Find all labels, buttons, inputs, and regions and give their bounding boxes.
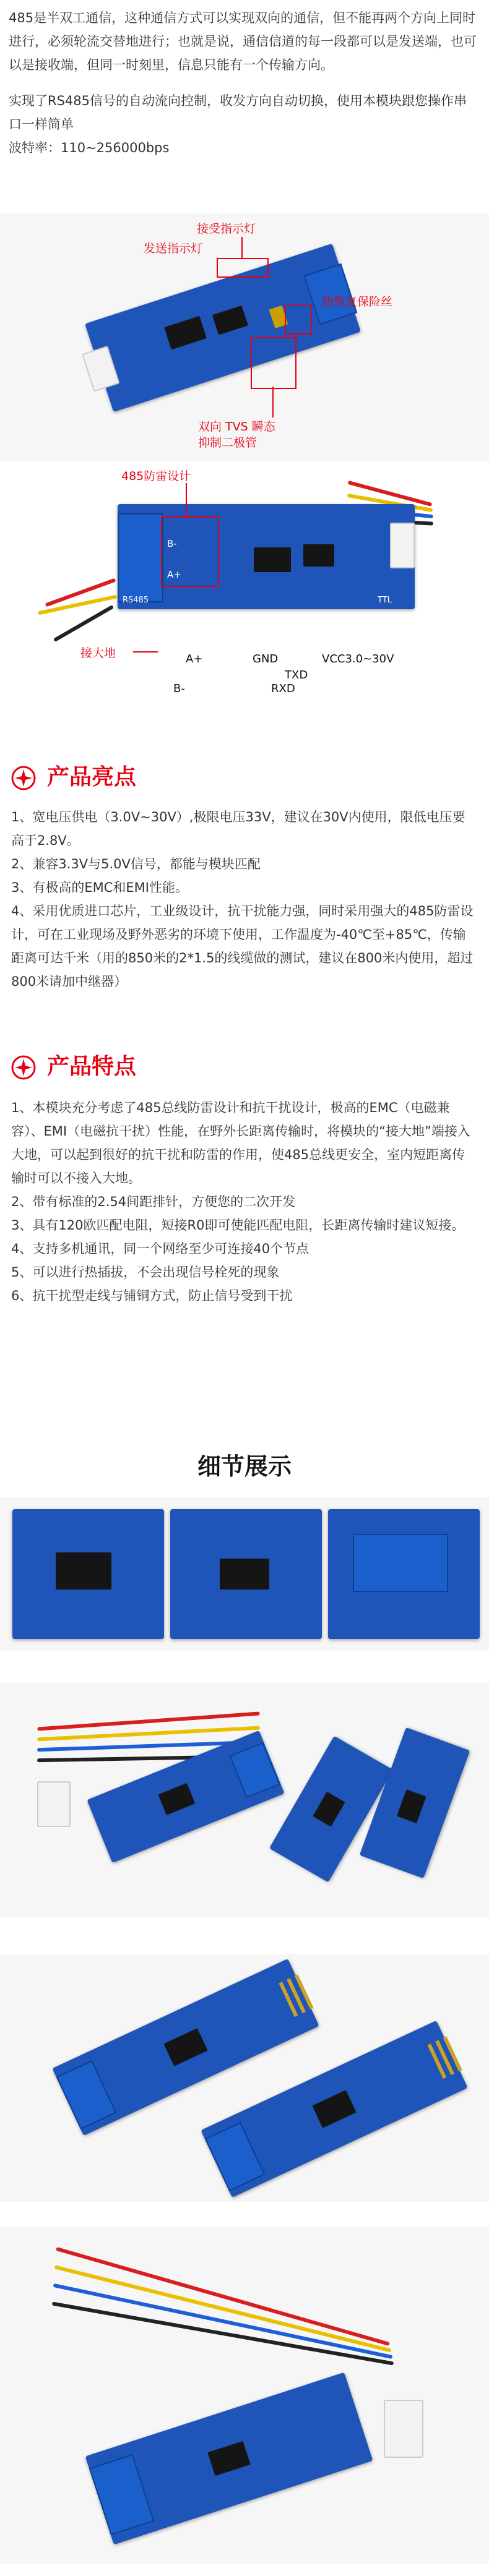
lightning-highlight-box xyxy=(161,516,219,587)
rxd-label: RXD xyxy=(271,682,295,695)
ic-chip xyxy=(254,547,291,572)
pointer-line xyxy=(186,483,187,516)
tvs-highlight-box xyxy=(251,337,296,389)
ic-chip xyxy=(158,1783,195,1815)
ic-chip xyxy=(207,2441,250,2476)
screw-terminal xyxy=(205,2122,266,2191)
highlights-list xyxy=(11,805,477,993)
list-item: 4、采用优质进口芯片，工业级设计，抗干扰能力强，同时采用强大的485防雷设计，可在工业现场及野外恶劣的环境下使用，工作温度为-40℃至+85℃，传输距离可达千米（用的850米的2*1.5的线缆做的测试，建议在800米内使用，超过800米请加中继器） xyxy=(11,904,474,989)
product-photo-pinout xyxy=(0,467,489,730)
ic-chip xyxy=(212,306,248,335)
led-highlight-box xyxy=(217,258,269,278)
ground-label: 接大地 xyxy=(80,646,116,660)
cross-star-icon xyxy=(11,1055,36,1080)
list-item: 1、本模块充分考虑了485总线防雷设计和抗干扰设计，极高的EMC（电磁兼容）、EMI（电磁抗干扰）性能，在野外长距离传输时，将模块的“接大地”端接入大地，可以起到很好的抗干扰和防雷的作用，使485总线更安全，室内短距离传输时可以不接入大地。 xyxy=(11,1100,470,1186)
detail-photo-wired-board xyxy=(0,2227,489,2564)
intro-baud-rate: 波特率：110~256000bps xyxy=(9,140,170,155)
product-photo-annotated xyxy=(0,213,489,461)
ic-chip xyxy=(163,2028,207,2066)
list-item: 6、抗干扰型走线与铺铜方式，防止信号受到干扰 xyxy=(11,1288,293,1303)
silk-rs485: RS485 xyxy=(123,596,149,605)
list-item: 3、具有120欧匹配电阻，短接R0即可使能匹配电阻，长距离传输时建议短接。 xyxy=(11,1218,465,1233)
screw-terminal xyxy=(118,513,163,602)
header-connector xyxy=(384,2400,423,2458)
features-title: 产品特点 xyxy=(47,1054,137,1079)
ic-chip xyxy=(397,1789,426,1823)
fuse-label: 热恢复保险丝 xyxy=(322,295,393,309)
header-connector xyxy=(390,523,415,568)
list-item: 2、带有标准的2.54间距排针，方便您的二次开发 xyxy=(11,1194,296,1209)
header-connector xyxy=(82,346,120,392)
silk-ttl: TTL xyxy=(378,596,392,605)
tvs-label-line2: 抑制二极管 xyxy=(198,436,257,450)
screw-terminal xyxy=(229,1742,280,1799)
fuse-highlight-box xyxy=(285,305,312,335)
gnd-label: GND xyxy=(253,653,279,665)
intro-text xyxy=(9,6,479,160)
receive-led-label: 接受指示灯 xyxy=(197,222,256,236)
pointer-line xyxy=(133,651,158,653)
pcb-board xyxy=(360,1727,470,1878)
intro-paragraph: 485是半双工通信，这种通信方式可以实现双向的通信，但不能再两个方向上同时进行，必须轮流交替地进行；也就是说，通信信道的每一段都可以是发送端，也可以是接收端，但同一时刻里，信息只能有一个传输方向。 xyxy=(9,11,477,72)
lightning-design-label: 485防雷设计 xyxy=(121,469,191,483)
screw-terminal xyxy=(89,2454,155,2535)
list-item: 3、有极高的EMC和EMI性能。 xyxy=(11,880,188,895)
pcb-board xyxy=(85,2373,373,2545)
pointer-line xyxy=(241,237,243,258)
list-item: 1、宽电压供电（3.0V~30V）,极限电压33V，建议在30V内使用，限低电压要高于2.8V。 xyxy=(11,810,465,848)
list-item: 2、兼容3.3V与5.0V信号，都能与模块匹配 xyxy=(11,857,261,871)
pcb-closeup xyxy=(12,1509,164,1639)
pcb-closeup xyxy=(170,1509,322,1639)
pcb-board xyxy=(87,1731,284,1863)
details-title: 细节展示 xyxy=(197,1453,292,1480)
features-list xyxy=(11,1096,477,1307)
vcc-label: VCC3.0~30V xyxy=(322,653,394,665)
wire-black xyxy=(52,2301,394,2365)
pcb-closeup xyxy=(328,1509,480,1639)
pin-header xyxy=(279,1973,317,2017)
ic-chip xyxy=(313,1792,345,1827)
list-item: 5、可以进行热插拔，不会出现信号栓死的现象 xyxy=(11,1265,280,1280)
screw-terminal xyxy=(56,2060,117,2129)
detail-photo-closeups xyxy=(0,1497,489,1651)
silk-b: B- xyxy=(167,538,177,549)
txd-label: TXD xyxy=(285,669,308,682)
wire-black xyxy=(53,605,114,642)
send-led-label: 发送指示灯 xyxy=(144,242,203,255)
detail-photo-three-boards xyxy=(0,1682,489,1917)
ic-chip xyxy=(56,1552,111,1590)
highlights-title: 产品亮点 xyxy=(47,764,137,790)
intro-auto-direction: 实现了RS485信号的自动流向控制，收发方向自动切换，使用本模块跟您操作串口一样简单 xyxy=(9,93,467,132)
ic-chip xyxy=(303,544,334,567)
tvs-label-line1: 双向 TVS 瞬态 xyxy=(198,420,275,434)
pin-header xyxy=(427,2035,465,2079)
screw-terminal xyxy=(353,1534,448,1592)
wire-yellow xyxy=(54,2265,392,2352)
b-minus-label: B- xyxy=(173,682,185,695)
ic-chip xyxy=(312,2090,356,2128)
ic-chip xyxy=(220,1559,269,1590)
a-plus-label: A+ xyxy=(186,653,203,665)
ic-chip xyxy=(164,316,207,350)
header-connector xyxy=(37,1781,71,1827)
silk-a: A+ xyxy=(167,569,181,580)
detail-photo-stacked-boards xyxy=(0,1954,489,2202)
cross-star-icon xyxy=(11,766,36,790)
list-item: 4、支持多机通讯，同一个网络至少可连接40个节点 xyxy=(11,1241,309,1256)
pointer-line xyxy=(272,387,274,417)
